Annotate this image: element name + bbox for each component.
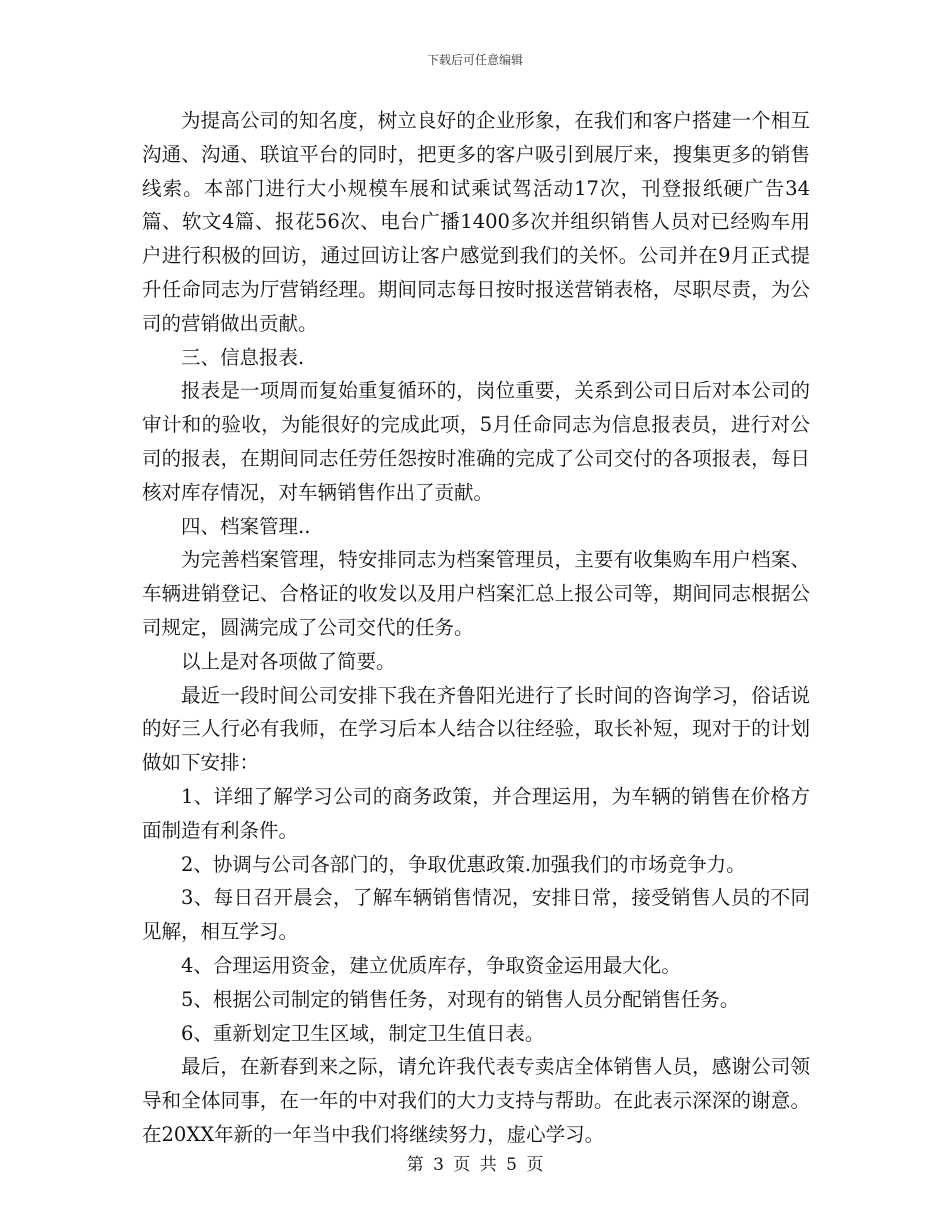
page-number-footer: 第 3 页 共 5 页 — [406, 1155, 544, 1175]
paragraph-archive: 为完善档案管理，特安排同志为档案管理员，主要有收集购车用户档案、车辆进销登记、合格证的收发以及用户档案汇总上报公司等，期间同志根据公司规定，圆满完成了公司交代的任务。 — [142, 548, 810, 639]
document-body — [142, 104, 810, 1152]
plan-item-5: 5、根据公司制定的销售任务，对现有的销售人员分配销售任务。 — [181, 987, 740, 1011]
plan-item-6: 6、重新划定卫生区域，制定卫生值日表。 — [181, 1021, 545, 1045]
paragraph-reports: 报表是一项周而复始重复循环的，岗位重要，关系到公司日后对本公司的审计和的验收，为能很好的完成此项，5月任命同志为信息报表员，进行对公司的报表，在期间同志任劳任怨按时准确的完成了公司交付的各项报表，每日核对库存情况，对车辆销售作出了贡献。 — [142, 379, 810, 504]
section-heading-archive: 四、档案管理.. — [181, 514, 311, 538]
paragraph-closing: 最后，在新春到来之际，请允许我代表专卖店全体销售人员，感谢公司领导和全体同事，在一年的中对我们的大力支持与帮助。在此表示深深的谢意。在20XX年新的一年当中我们将继续努力，虚心学习。 — [142, 1055, 810, 1146]
page-header: 下载后可任意编辑 — [426, 53, 523, 67]
paragraph-promotion: 为提高公司的知名度，树立良好的企业形象，在我们和客户搭建一个相互沟通、沟通、联谊平台的同时，把更多的客户吸引到展厅来，搜集更多的销售线索。本部门进行大小规模车展和试乘试驾活动17次，刊登报纸硬广告34篇、软文4篇、报花56次、电台广播1400多次并组织销售人员对已经购车用户进行积极的回访，通过回访让客户感觉到我们的关怀。公司并在9月正式提升任命同志为厅营销经理。期间同志每日按时报送营销表格，尽职尽责，为公司的营销做出贡献。 — [142, 109, 810, 335]
paragraph-summary: 以上是对各项做了简要。 — [181, 649, 396, 673]
paragraph-plan-intro: 最近一段时间公司安排下我在齐鲁阳光进行了长时间的咨询学习，俗话说的好三人行必有我师，在学习后本人结合以往经验，取长补短，现对于的计划做如下安排： — [142, 683, 810, 775]
plan-item-4: 4、合理运用资金，建立优质库存，争取资金运用最大化。 — [181, 953, 681, 977]
section-heading-info-reports: 三、信息报表. — [181, 345, 305, 369]
plan-item-2: 2、协调与公司各部门的，争取优惠政策.加强我们的市场竞争力。 — [181, 852, 746, 876]
plan-item-1: 1、详细了解学习公司的商务政策，并合理运用，为车辆的销售在价格方面制造有利条件。 — [142, 784, 810, 842]
plan-item-3: 3、每日召开晨会，了解车辆销售情况，安排日常，接受销售人员的不同见解，相互学习。 — [142, 886, 810, 944]
